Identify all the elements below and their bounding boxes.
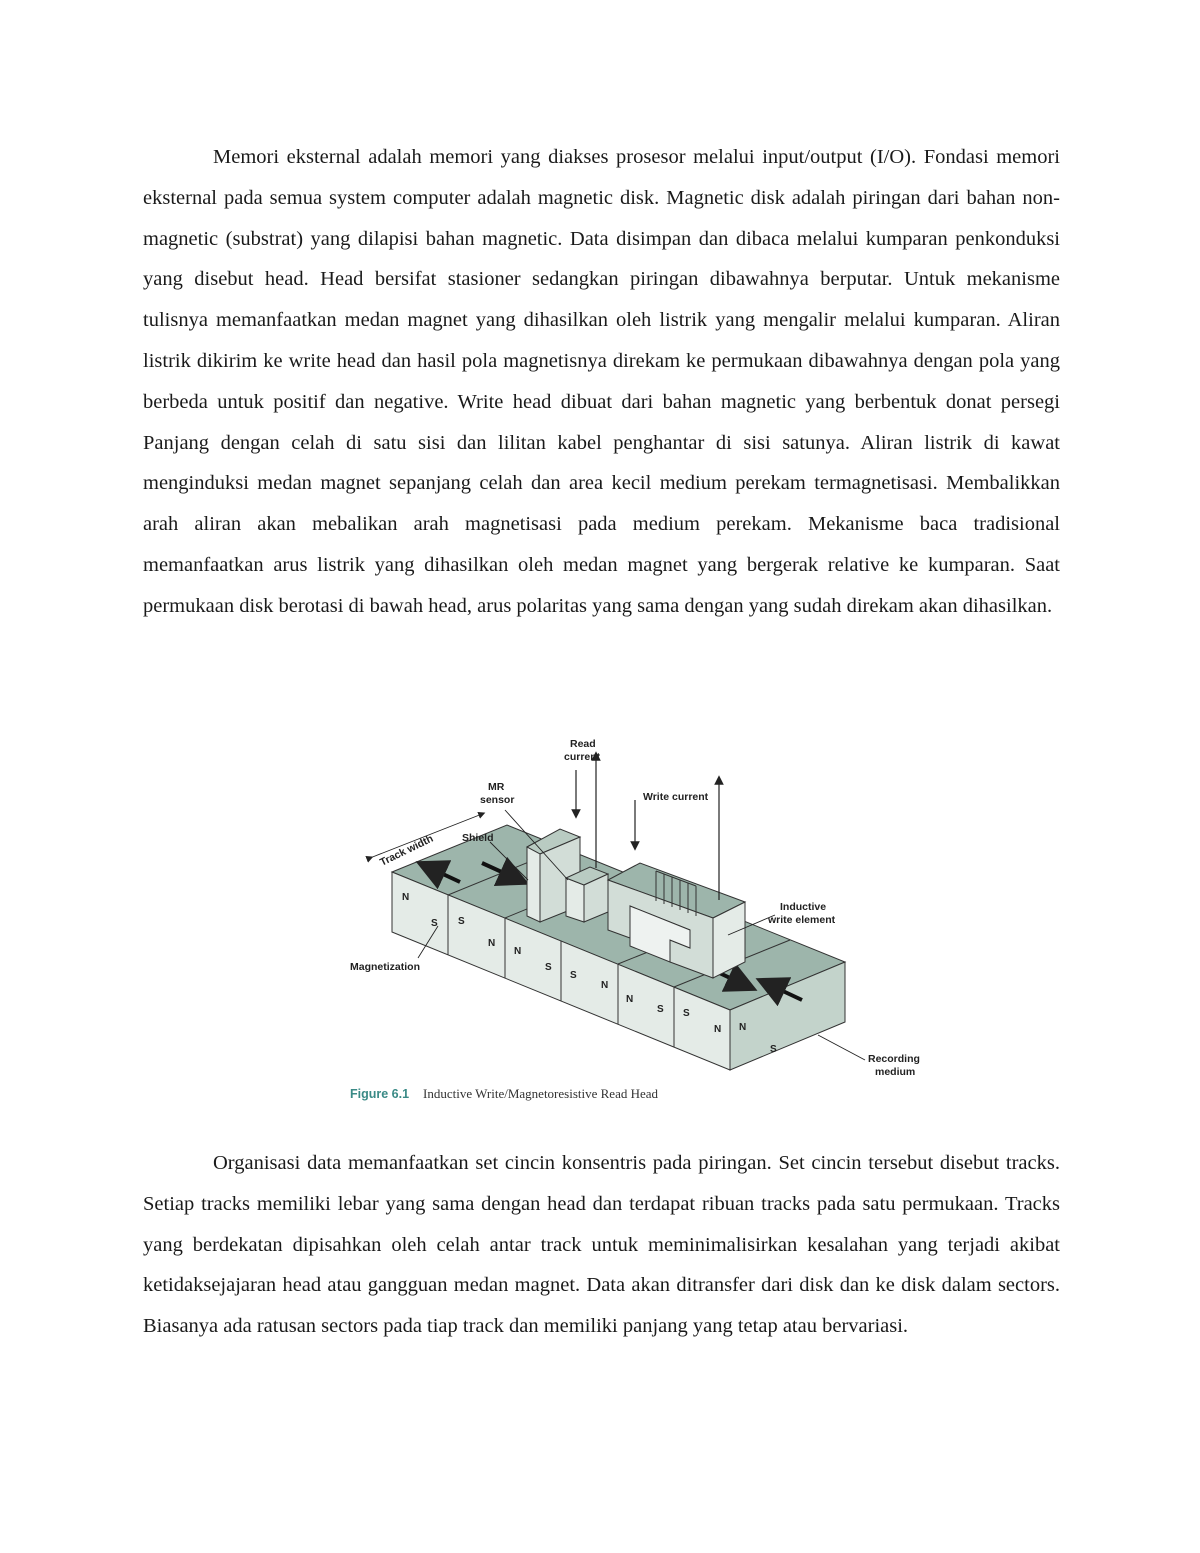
pole-label: S [683,1008,690,1019]
label-read-current-2: current [564,751,601,763]
pole-label: N [514,946,522,957]
pole-label: S [657,1004,664,1015]
label-inductive-2: write element [768,914,836,926]
pole-label: N [601,980,609,991]
figure-diagram [330,730,930,1100]
label-shield: Shield [462,832,494,844]
mr-sensor-front [566,878,584,922]
label-inductive-1: Inductive [780,901,827,913]
label-recording-1: Recording [868,1053,920,1065]
pole-label: S [545,962,552,973]
pole-label: N [739,1022,747,1033]
pole-label: N [488,938,496,949]
label-mr-sensor-1: MR [488,781,505,793]
label-read-current-1: Read [570,738,596,750]
pole-label: S [431,918,438,929]
pole-label: N [626,994,634,1005]
label-write-current: Write current [643,791,709,803]
figure-number: Figure 6.1 [350,1087,410,1101]
label-track-width: Track width [378,832,436,869]
label-mr-sensor-2: sensor [480,794,515,806]
label-recording-2: medium [875,1066,916,1078]
paragraph-2: Organisasi data memanfaatkan set cincin konsentris pada piringan. Set cincin tersebut disebut tracks. Setiap tracks memiliki lebar yang sama dengan head dan terdapat ribuan tracks pada satu permukaan. Tracks yang berdekatan dipisahkan oleh celah antar track untuk meminimalisirkan kesalahan yang terjadi akibat ketidaksejajaran head atau gangguan medan magnet. Data akan ditransfer dari disk dan ke disk dalam sectors. Biasanya ada ratusan sectors pada tiap track dan memiliki panjang yang tetap atau bervariasi. [143,1152,1060,1338]
paragraph-1: Memori eksternal adalah memori yang diakses prosesor melalui input/output (I/O). Fondasi memori eksternal pada semua system computer adalah magnetic disk. Magnetic disk adalah piringan dari bahan non-magnetic (substrat) yang dilapisi bahan magnetic. Data disimpan dan dibaca melalui kumparan penkonduksi yang disebut head. Head bersifat stasioner sedangkan piringan dibawahnya berputar. Untuk mekanisme tulisnya memanfaatkan medan magnet yang dihasilkan oleh listrik yang mengalir melalui kumparan. Aliran listrik dikirim ke write head dan hasil pola magnetisnya direkam ke permukaan dibawahnya dengan pola yang berbeda untuk positif dan negative. Write head dibuat dari bahan magnetic yang berbentuk donat persegi Panjang dengan celah di satu sisi dan lilitan kabel penghantar di sisi satunya. Aliran listrik di kawat menginduksi medan magnet sepanjang celah dan area kecil medium perekam termagnetisasi. Membalikkan arah aliran akan mebalikan arah magnetisasi pada medium perekam. Mekanisme baca tradisional memanfaatkan arus listrik yang dihasilkan oleh medan magnet yang bergerak relative ke kumparan. Saat permukaan disk berotasi di bawah head, arus polaritas yang sama dengan yang sudah direkam akan dihasilkan. [143,146,1060,617]
pole-label: S [770,1044,777,1055]
pole-label: N [714,1024,722,1035]
pole-label: N [402,892,410,903]
figure-inductive-head [330,730,930,1120]
figure-caption [350,1086,658,1102]
figure-caption-text: Inductive Write/Magnetoresistive Read Head [423,1086,659,1101]
pole-label: S [458,916,465,927]
pole-label: S [570,970,577,981]
label-magnetization: Magnetization [350,961,420,973]
